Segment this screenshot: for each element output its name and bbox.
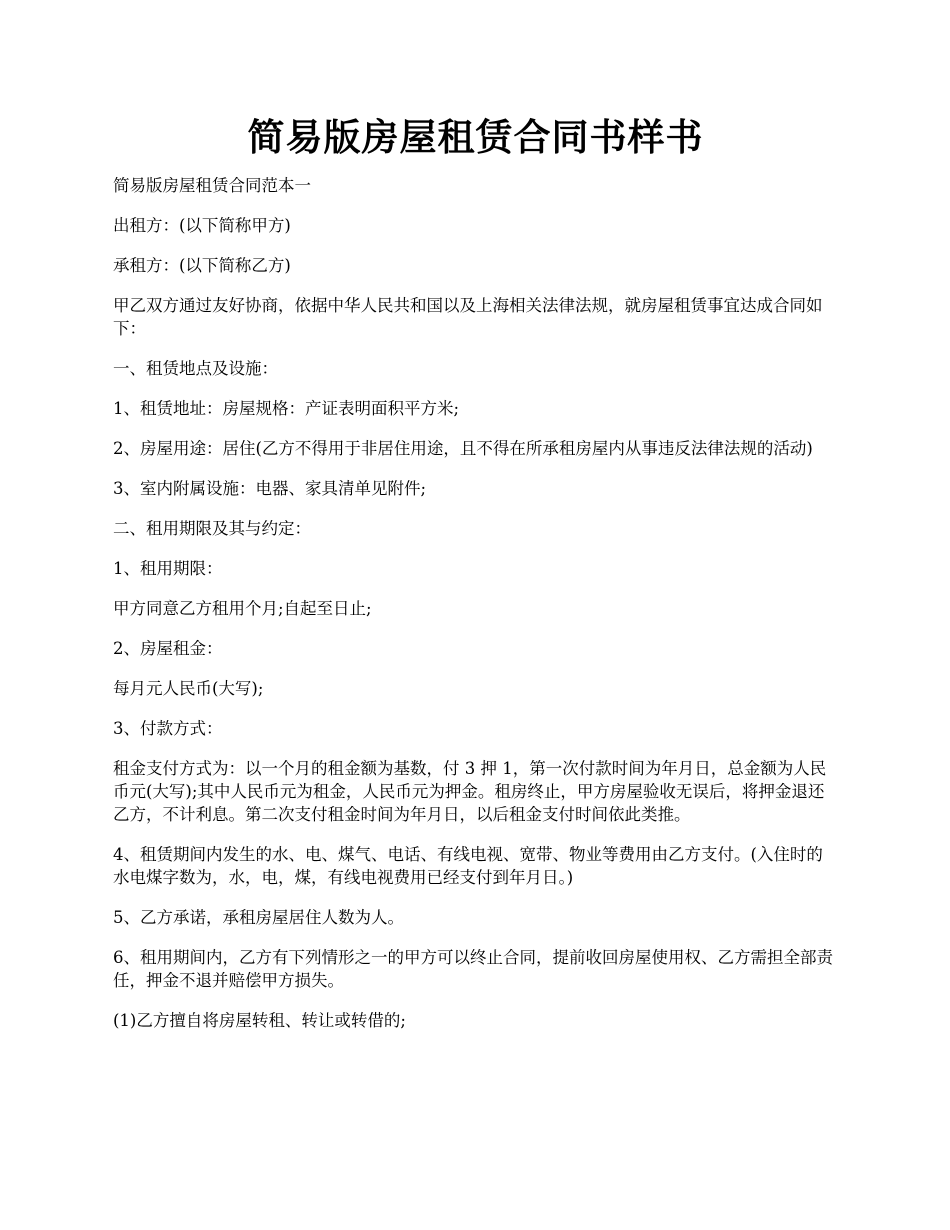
paragraph: 1、租赁地址：房屋规格：产证表明面积平方米; xyxy=(113,399,460,418)
paragraph: 每月元人民币(大写); xyxy=(113,679,264,698)
paragraph: 1、租用期限： xyxy=(113,559,223,578)
paragraph: 3、室内附属设施：电器、家具清单见附件; xyxy=(113,479,427,498)
document-body xyxy=(113,174,838,1032)
paragraph: 4、租赁期间内发生的水、电、煤气、电话、有线电视、宽带、物业等费用由乙方支付。(入住时的水电煤字数为，水，电，煤，有线电视费用已经支付到年月日。) xyxy=(113,845,823,887)
paragraph: 租金支付方式为：以一个月的租金额为基数，付 3 押 1，第一次付款时间为年月日，总金额为人民币元(大写);其中人民币元为租金，人民币元为押金。租房终止，甲方房屋验收无误后，将押金退还乙方，不计利息。第二次支付租金时间为年月日，以后租金支付时间依此类推。 xyxy=(113,759,827,824)
paragraph: 2、房屋用途：居住(乙方不得用于非居住用途，且不得在所承租房屋内从事违反法律法规的活动) xyxy=(113,439,813,458)
paragraph: 简易版房屋租赁合同范本一 xyxy=(113,176,311,195)
paragraph: 5、乙方承诺，承租房屋居住人数为人。 xyxy=(113,908,404,927)
paragraph: 2、房屋租金： xyxy=(113,639,223,658)
paragraph: 甲乙双方通过友好协商，依据中华人民共和国以及上海相关法律法规，就房屋租赁事宜达成合同如下： xyxy=(113,296,823,338)
paragraph: 6、租用期间内，乙方有下列情形之一的甲方可以终止合同，提前收回房屋使用权、乙方需担全部责任，押金不退并赔偿甲方损失。 xyxy=(113,948,833,990)
section-heading: 二、租用期限及其与约定： xyxy=(113,519,311,538)
paragraph: 甲方同意乙方租用个月;自起至日止; xyxy=(113,599,372,618)
document-title: 简易版房屋租赁合同书样书 xyxy=(247,115,704,159)
section-heading: 一、租赁地点及设施： xyxy=(113,359,278,378)
paragraph: (1)乙方擅自将房屋转租、转让或转借的; xyxy=(113,1011,406,1030)
paragraph: 3、付款方式： xyxy=(113,719,223,738)
paragraph: 承租方：(以下简称乙方) xyxy=(113,256,291,275)
paragraph: 出租方：(以下简称甲方) xyxy=(113,216,291,235)
